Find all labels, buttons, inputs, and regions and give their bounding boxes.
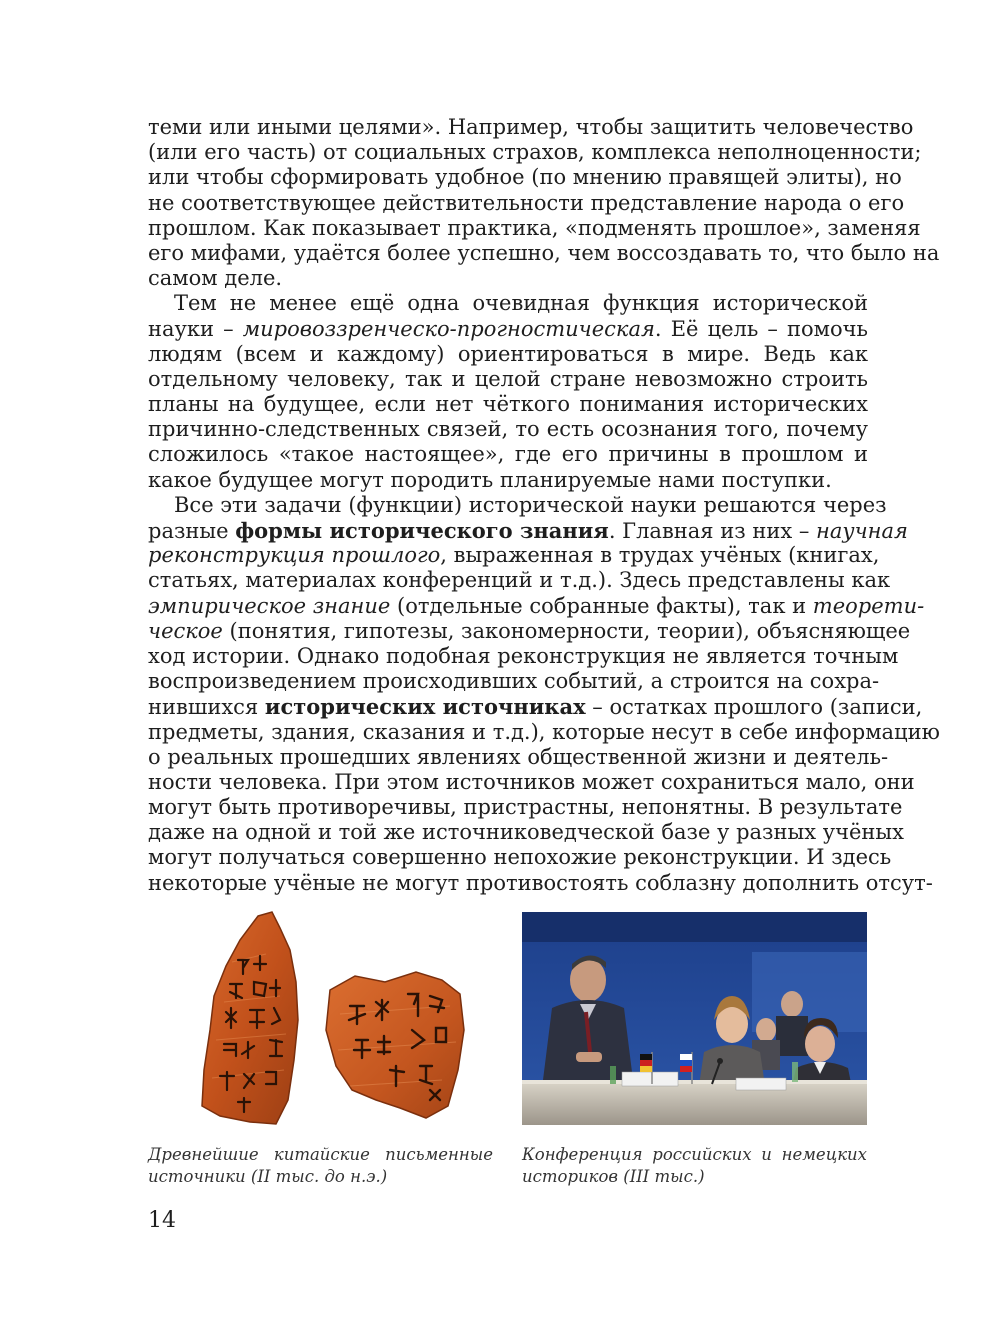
text-segment: (отдельные собранные факты), так и: [390, 593, 813, 618]
text-segment: не соответствующее действительности представление народа о его: [148, 190, 905, 215]
text-segment: теми или иными целями». Например, чтобы защитить человечество: [148, 115, 914, 139]
page-number: 14: [148, 1208, 176, 1233]
caption-conference: [522, 1144, 867, 1188]
conference-photo-illustration: [522, 912, 867, 1125]
caption-line: Конференция российских и немецких: [522, 1145, 867, 1164]
text-line: [148, 442, 868, 467]
italic-term: теорети-: [812, 593, 925, 618]
bold-term: формы исторического знания: [235, 518, 609, 543]
text-segment: . Её цель – помочь: [654, 316, 868, 341]
text-line: [148, 266, 868, 291]
text-segment: могут быть противоречивы, пристрастны, непонятны. В результате: [148, 795, 903, 820]
caption-line: Древнейшие китайские письменные: [148, 1145, 493, 1164]
text-segment: (понятия, гипотезы, закономерности, теории), объясняющее: [222, 618, 911, 643]
text-line: [148, 769, 915, 795]
text-segment: ности человека. При этом источников может сохраниться мало, они: [148, 769, 915, 794]
text-segment: о реальных прошедших явлениях общественной жизни и деятель-: [148, 744, 889, 769]
text-line: [148, 417, 868, 442]
text-line: [148, 392, 868, 417]
text-segment: статьях, материалах конференций и т.д.). Здесь представлены как: [148, 568, 891, 593]
text-line: [148, 568, 891, 593]
text-line: [148, 492, 887, 518]
text-segment: (или его часть) от социальных страхов, комплекса неполноценности;: [148, 140, 922, 165]
text-segment: его мифами, удаётся более успешно, чем воссоздавать то, что было на: [148, 240, 940, 265]
text-segment: Тем не менее ещё одна очевидная функция исторической: [174, 291, 868, 316]
text-segment: ход истории. Однако подобная реконструкция не является точным: [148, 643, 899, 668]
text-segment: или чтобы сформировать удобное (по мнению правящей элиты), но: [148, 165, 902, 190]
text-line: [148, 317, 868, 342]
text-segment: причинно-следственных связей, то есть осознания того, почему: [148, 417, 868, 442]
text-segment: людям (всем и каждому) ориентироваться в мире. Ведь как: [148, 341, 868, 366]
text-line: [148, 870, 933, 896]
caption-line: историков (III тыс.): [522, 1167, 705, 1186]
caption-line: источники (II тыс. до н.э.): [148, 1167, 388, 1186]
text-segment: даже на одной и той же источниковедческой базе у разных учёных: [148, 820, 904, 845]
text-line: [148, 367, 868, 392]
oracle-bones-image: [180, 910, 470, 1130]
text-segment: нившихся: [148, 695, 265, 720]
text-segment: науки –: [148, 316, 243, 341]
text-line: [148, 115, 914, 140]
text-line: [148, 518, 908, 543]
italic-term: мировоззренческо-прогностическая: [242, 316, 655, 341]
italic-term: эмпирическое знание: [148, 593, 391, 618]
italic-term: реконструкция прошлого: [148, 543, 441, 568]
italic-term: ческое: [148, 618, 223, 643]
body-text: [148, 115, 940, 896]
text-line: [148, 845, 892, 870]
text-segment: Все эти задачи (функции) исторической науки решаются через: [174, 492, 887, 517]
text-segment: воспроизведением происходивших событий, а строится на сохра-: [148, 669, 880, 694]
text-line: [148, 190, 905, 216]
text-segment: , выраженная в трудах учёных (книгах,: [440, 543, 880, 568]
text-line: [148, 240, 940, 266]
italic-term: научная: [816, 519, 908, 543]
text-segment: разные: [148, 519, 236, 543]
text-segment: прошлом. Как показывает практика, «подменять прошлое», заменяя: [148, 215, 921, 240]
text-line: [148, 593, 925, 619]
text-line: [148, 643, 899, 669]
text-line: [148, 719, 940, 745]
text-line: [148, 795, 903, 820]
text-segment: самом деле.: [148, 266, 283, 291]
text-line: [148, 669, 880, 694]
text-line: [148, 694, 923, 720]
bold-term: исторических источниках: [264, 694, 586, 720]
text-line: [148, 291, 868, 316]
caption-oracle-bones: [148, 1144, 493, 1188]
text-segment: некоторые учёные не могут противостоять соблазну дополнить отсут-: [148, 870, 933, 895]
text-segment: предметы, здания, сказания и т.д.), которые несут в себе информацию: [148, 719, 940, 744]
text-line: [148, 820, 904, 845]
text-segment: какое будущее могут породить планируемые нами поступки.: [148, 467, 832, 492]
text-line: [148, 215, 921, 241]
text-segment: планы на будущее, если нет чёткого понимания исторических: [148, 392, 868, 417]
text-segment: отдельному человеку, так и целой стране невозможно строить: [148, 366, 868, 391]
text-line: [148, 165, 902, 190]
text-line: [148, 140, 922, 165]
text-segment: сложилось «такое настоящее», где его причины в прошлом и: [148, 442, 868, 467]
oracle-bones-illustration: [180, 910, 470, 1130]
conference-photo: [522, 912, 867, 1125]
text-segment: могут получаться совершенно непохожие реконструкции. И здесь: [148, 845, 892, 870]
text-segment: . Главная из них –: [608, 519, 817, 543]
text-line: [148, 618, 911, 644]
text-line: [148, 543, 880, 568]
text-line: [148, 744, 889, 770]
text-line: [148, 468, 868, 493]
text-line: [148, 342, 868, 367]
text-segment: – остатках прошлого (записи,: [585, 695, 923, 720]
